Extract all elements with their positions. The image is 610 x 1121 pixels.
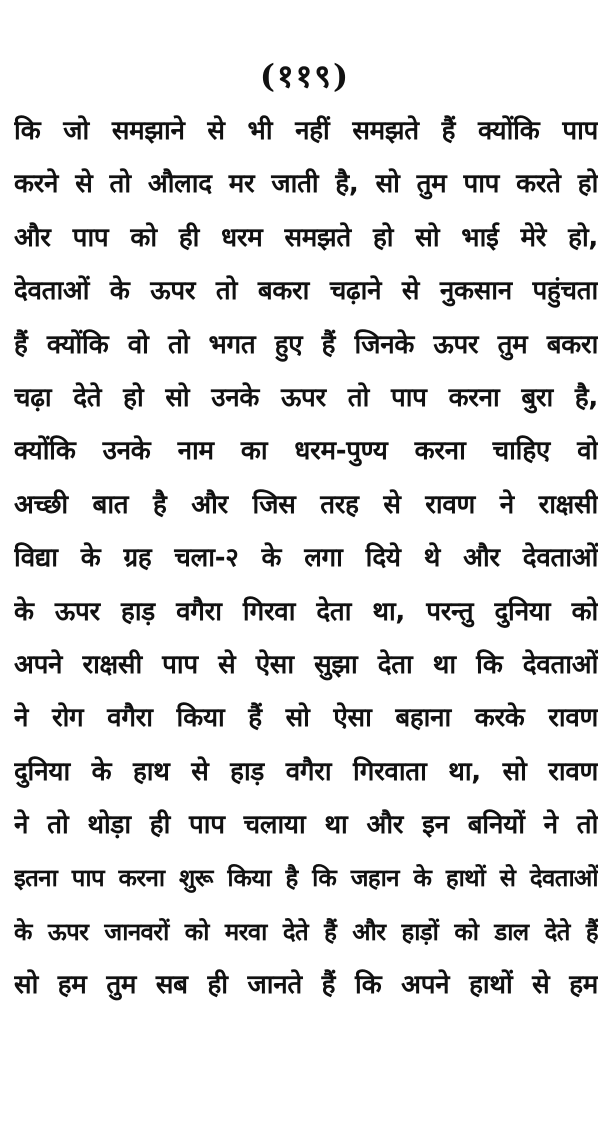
- text-line: कि जो समझाने से भी नहीं समझते हैं क्योंकि पाप: [14, 116, 598, 146]
- text-line: विद्या के ग्रह चला-२ के लगा दिये थे और देवताओं: [14, 543, 598, 574]
- text-line: के ऊपर हाड़ वगैरा गिरवा देता था, परन्तु दुनिया को: [14, 596, 598, 627]
- text-line: इतना पाप करना शुरू किया है कि जहान के हाथों से देवताओं: [14, 864, 598, 893]
- text-line: अपने राक्षसी पाप से ऐसा सुझा देता था कि देवताओं: [14, 649, 598, 680]
- page-number: (११९): [259, 57, 351, 95]
- text-line: अच्छी बात है और जिस तरह से रावण ने राक्षसी: [14, 489, 598, 520]
- text-line: देवताओं के ऊपर तो बकरा चढ़ाने से नुकसान पहुंचता: [14, 276, 598, 307]
- text-line: दुनिया के हाथ से हाड़ वगैरा गिरवाता था, सो रावण: [14, 756, 598, 787]
- text-line: के ऊपर जानवरों को मरवा देते हैं और हाड़ों को डाल देते हैं: [14, 917, 598, 946]
- text-line: करने से तो औलाद मर जाती है, सो तुम पाप करते हो: [14, 169, 598, 200]
- text-line: ने रोग वगैरा किया हैं सो ऐसा बहाना करके रावण: [14, 703, 598, 734]
- text-line: चढ़ा देते हो सो उनके ऊपर तो पाप करना बुरा है,: [14, 382, 598, 413]
- text-line: ने तो थोड़ा ही पाप चलाया था और इन बनियों ने तो: [14, 810, 598, 841]
- text-line: सो हम तुम सब ही जानते हैं कि अपने हाथों से हम: [14, 970, 598, 1001]
- text-line: क्योंकि उनके नाम का धरम-पुण्य करना चाहिए वो: [14, 436, 598, 467]
- body-text: [14, 105, 598, 1013]
- text-line: हैं क्योंकि वो तो भगत हुए हैं जिनके ऊपर तुम बकरा: [14, 329, 598, 360]
- text-line: और पाप को ही धरम समझते हो सो भाई मेरे हो,: [14, 222, 598, 253]
